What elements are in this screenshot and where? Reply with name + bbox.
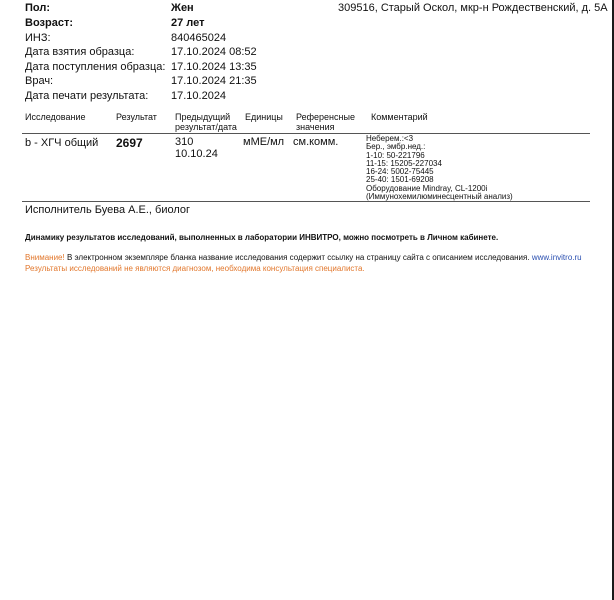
comment-line: Бер., эмбр.нед.: [366, 142, 426, 152]
row-reference: см.комм. [293, 136, 339, 148]
attention-word: Внимание! [25, 253, 65, 262]
doctor-label: Врач: [25, 75, 54, 87]
sample-taken-value: 17.10.2024 08:52 [171, 46, 257, 58]
row-prev-date: 10.10.24 [175, 148, 218, 160]
attention-text: В электронном экземпляре бланка название исследования содержит ссылку на страницу сайта с описанием исследования. [64, 253, 532, 262]
comment-line: 25-40: 1501-69208 [366, 175, 434, 185]
print-date-label: Дата печати результата: [25, 90, 149, 102]
age-value: 27 лет [171, 17, 205, 29]
doctor-value: 17.10.2024 21:35 [171, 75, 257, 87]
print-date-value: 17.10.2024 [171, 90, 227, 102]
comment-line: 11-15: 15205-227034 [366, 158, 442, 168]
header-prev-line1: Предыдущий [175, 112, 231, 122]
header-prev-line2: результат/дата [175, 122, 237, 132]
row-test-name: b - ХГЧ общий [25, 137, 99, 149]
comment-line: 1-10: 50-221796 [366, 150, 425, 160]
comment-line: Неберем.:<3 [366, 134, 414, 143]
dynamics-note: Динамику результатов исследований, выполненных в лаборатории ИНВИТРО, можно посмотреть в Личном кабинете. [25, 233, 499, 242]
row-result: 2697 [116, 136, 143, 150]
header-units: Единицы [245, 112, 283, 122]
patient-address: 309516, Старый Оскол, мкр-н Рождественский, д. 5А [338, 2, 608, 14]
comment-line: Оборудование Mindray, CL-1200i [366, 183, 488, 193]
comment-line: 16-24: 5002-75445 [366, 167, 434, 177]
header-divider [22, 133, 590, 134]
sample-received-label: Дата поступления образца: [25, 61, 166, 73]
header-ref-line2: значения [296, 122, 335, 132]
inz-label: ИНЗ: [25, 32, 51, 44]
comment-line: (Иммунохемилюминесцентный анализ) [366, 192, 513, 202]
sample-taken-label: Дата взятия образца: [25, 46, 135, 58]
sex-label: Пол: [25, 2, 51, 14]
sex-value: Жен [171, 2, 194, 14]
header-comment: Комментарий [371, 112, 428, 122]
row-units: мМЕ/мл [243, 136, 285, 148]
header-ref-line1: Референсные [296, 112, 355, 122]
header-result: Результат [116, 112, 157, 122]
site-link[interactable]: www.invitro.ru [531, 253, 582, 262]
attention-note [25, 253, 582, 263]
sample-received-value: 17.10.2024 13:35 [171, 61, 257, 73]
row-prev-value: 310 [175, 136, 194, 148]
disclaimer: Результаты исследований не являются диагнозом, необходима консультация специалиста. [25, 264, 365, 273]
age-label: Возраст: [25, 17, 73, 29]
row-comment [366, 135, 513, 201]
inz-value: 840465024 [171, 32, 227, 44]
executor: Исполнитель Буева А.Е., биолог [25, 204, 191, 216]
header-test: Исследование [25, 112, 86, 122]
row-divider [22, 201, 590, 202]
